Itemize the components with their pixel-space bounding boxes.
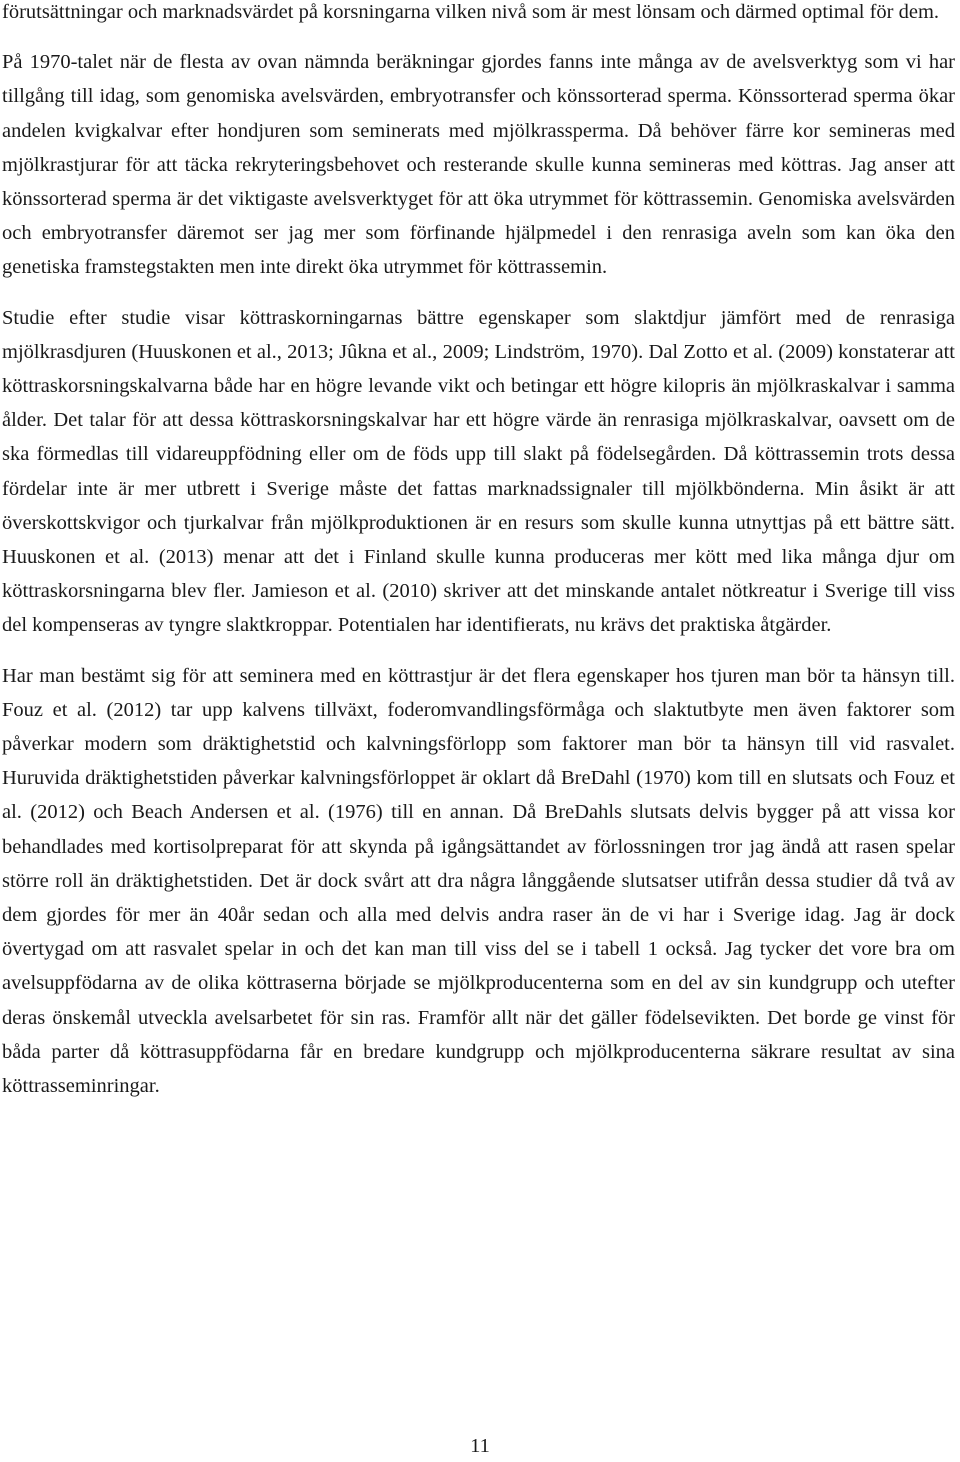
paragraph-breeding-tools: På 1970-talet när de flesta av ovan nämnda beräkningar gjordes fanns inte många av de avelsverktyg som vi har tillgång till idag, som genomiska avelsvärden, embryotransfer och könssorterad sperma. Könssorterad sperma ökar andelen kvigkalvar efter hondjuren som seminerats med mjölkrassperma. Då behöver färre kor semineras med mjölkrastjurar för att täcka rekryteringsbehovet och resterande skulle kunna semineras med köttras. Jag anser att könssorterad sperma är det viktigaste avelsverktyget för att öka utrymmet för köttrassemin. Genomiska avelsvärden och embryotransfer däremot ser jag mer som förfinande hjälpmedel i den renrasiga aveln som kan öka den genetiska framstegstakten men inte direkt öka utrymmet för köttrassemin. xyxy=(2,51,955,279)
paragraph-bull-selection: Har man bestämt sig för att seminera med en köttrastjur är det flera egenskaper hos tjuren man bör ta hänsyn till. Fouz et al. (2012) tar upp kalvens tillväxt, foderomvandlingsförmåga och slaktutbyte men även faktorer som påverkar modern som dräktighetstid och kalvningsförlopp som faktorer man bör ta hänsyn till vid rasvalet. Huruvida dräktighetstiden påverkar kalvningsförloppet är oklart då BreDahl (1970) kom till en slutsats och Fouz et al. (2012) och Beach Andersen et al. (1976) till en annan. Då BreDahls slutsats delvis bygger på att vissa kor behandlades med kortisolpreparat för att skynda på igångsättandet av förlossningen tror jag ändå att rasen spelar större roll än dräktighetstiden. Det är dock svårt att dra några långgående slutsatser utifrån dessa studier då två av dem gjordes för mer än 40år sedan och alla med delvis andra raser än de vi har i Sverige idag. Jag är dock övertygad om att rasvalet spelar in och det kan man till viss del se i tabell 1 också. Jag tycker det vore bra om avelsuppfödarna av de olika köttraserna började se mjölkproducenterna som en del av sin kundgrupp och utefter deras önskemål utveckla avelsarbetet för sin ras. Framför allt när det gäller födelsevikten. Det borde ge vinst för båda parter då köttrasuppfödarna får en bredare kundgrupp och mjölkproducenterna säkrare resultat av sina köttrasseminringar. xyxy=(2,664,955,1098)
paragraph-continuation: förutsättningar och marknadsvärdet på korsningarna vilken nivå som är mest lönsam och därmed optimal för dem. xyxy=(2,1,940,23)
paragraph-crossbreed-studies: Studie efter studie visar köttraskorningarnas bättre egenskaper som slaktdjur jämfört med de renrasiga mjölkrasdjuren (Huuskonen et al., 2013; Jûkna et al., 2009; Lindström, 1970). Dal Zotto et al. (2009) konstaterar att köttraskorsningskalvarna både har en högre levande vikt och betingar ett högre kilopris än mjölkraskalvar i samma ålder. Det talar för att dessa köttraskorsningskalvar har ett högre värde än renrasiga mjölkraskalvar, oavsett om de ska förmedlas till vidareuppfödning eller om de föds upp till slakt på födelsegården. Då köttrassemin trots dessa fördelar inte är mer utbrett i Sverige måste det fattas marknadssignaler till mjölkbönderna. Min åsikt är att överskottskvigor och tjurkalvar från mjölkproduktionen är en resurs som skulle kunna utnyttjas på ett bättre sätt. Huuskonen et al. (2013) menar att det i Finland skulle kunna produceras mer kött med lika många djur om köttraskorsningarna blev fler. Jamieson et al. (2010) skriver att det minskande antalet nötkreatur i Sverige till viss del kompenseras av tyngre slaktkroppar. Potentialen har identifierats, nu krävs det praktiska åtgärder. xyxy=(2,306,955,637)
page-number: 11 xyxy=(470,1435,490,1457)
body-text xyxy=(2,0,955,1103)
